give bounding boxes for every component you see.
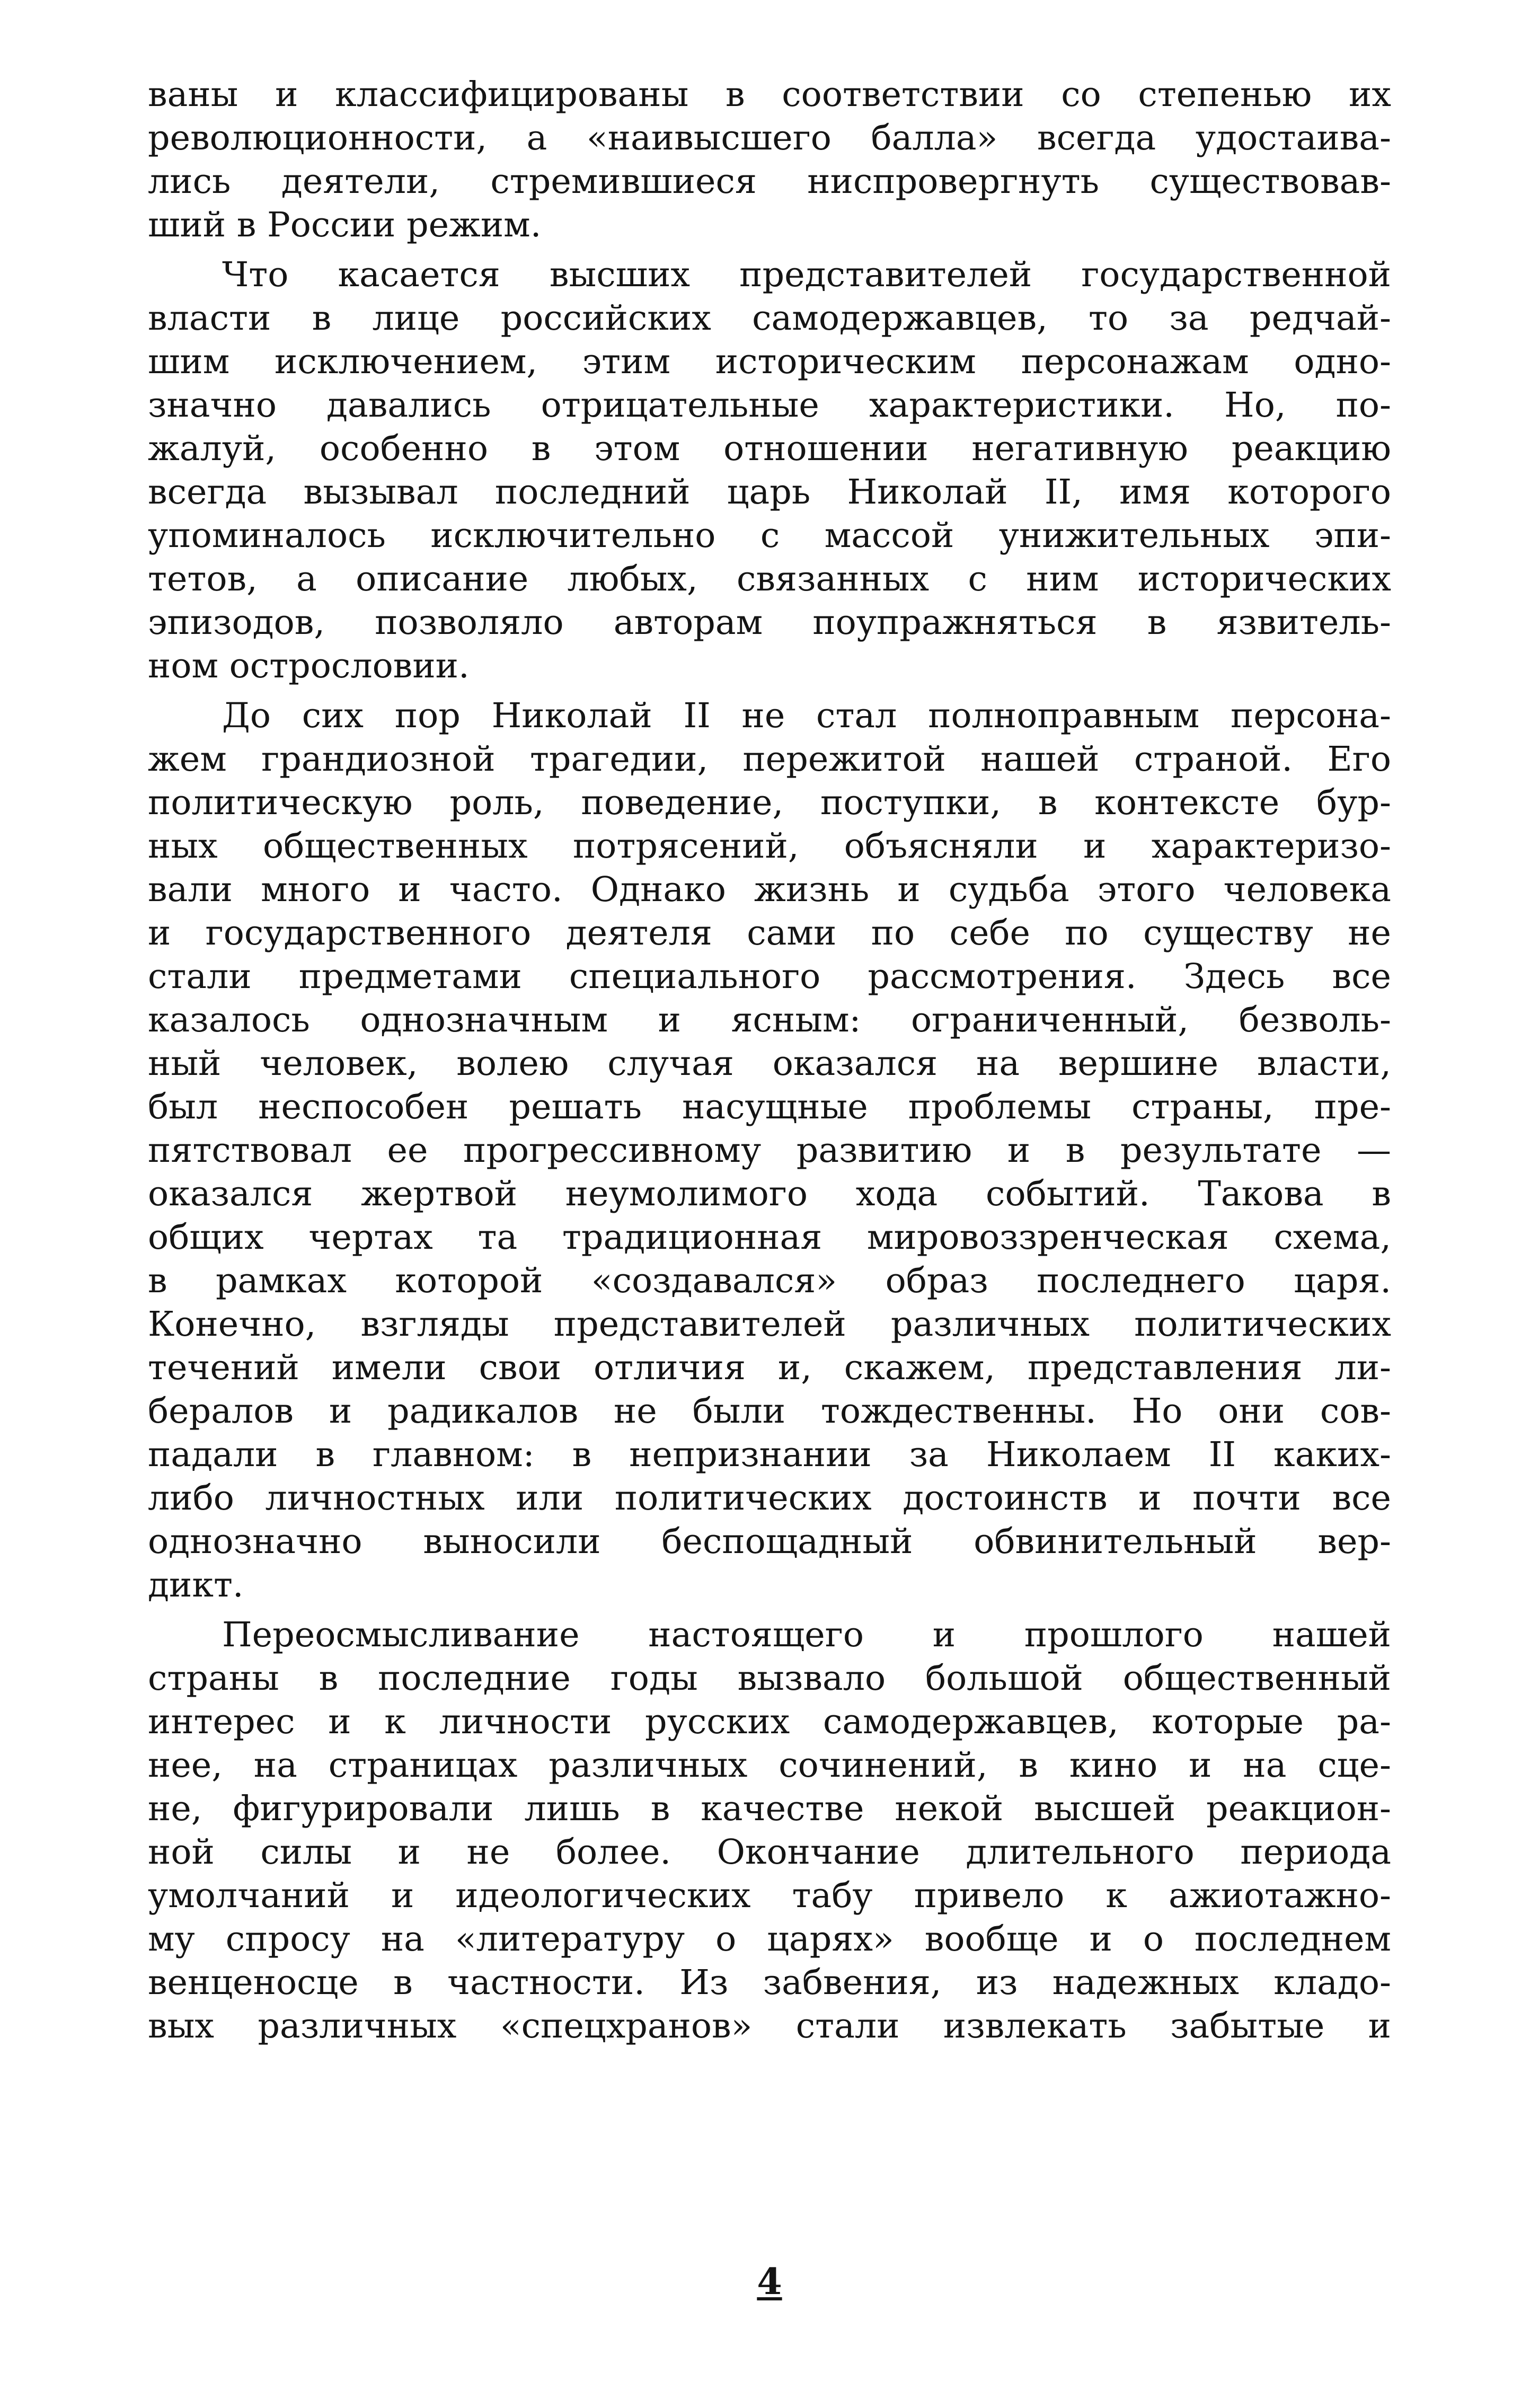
text-line: До сих пор Николай II не стал полноправным персона-	[222, 696, 1391, 736]
text-line: значно давались отрицательные характеристики. Но, по-	[148, 385, 1391, 425]
text-line: Что касается высших представителей государственной	[222, 255, 1391, 295]
text-line: общих чертах та традиционная мировоззренческая схема,	[148, 1218, 1391, 1257]
text-line: падали в главном: в непризнании за Николаем II каких-	[148, 1435, 1391, 1475]
text-line: и государственного деятеля сами по себе по существу не	[148, 913, 1391, 953]
text-line: оказался жертвой неумолимого хода событий. Такова в	[148, 1174, 1391, 1214]
text-line: нее, на страницах различных сочинений, в кино и на сце-	[148, 1745, 1391, 1785]
text-line: течений имели свои отличия и, скажем, представления ли-	[148, 1348, 1391, 1388]
text-line: ший в России режим.	[148, 205, 542, 245]
text-line: ной силы и не более. Окончание длительного периода	[148, 1832, 1391, 1872]
text-line: либо личностных или политических достоинств и почти все	[148, 1478, 1391, 1518]
text-line: ном острословии.	[148, 646, 470, 686]
text-line: умолчаний и идеологических табу привело к ажиотажно-	[148, 1876, 1391, 1916]
paragraph	[148, 73, 1391, 247]
text-line: политическую роль, поведение, поступки, в контексте бур-	[148, 783, 1391, 823]
text-line: венценосце в частности. Из забвения, из надежных кладо-	[148, 1963, 1391, 2003]
text-line: жалуй, особенно в этом отношении негативную реакцию	[148, 429, 1391, 469]
text-line: революционности, а «наивысшего балла» всегда удостаива-	[148, 118, 1391, 158]
text-line: шим исключением, этим историческим персонажам одно-	[148, 342, 1391, 382]
text-line: не, фигурировали лишь в качестве некой высшей реакцион-	[148, 1789, 1391, 1829]
text-line: тетов, а описание любых, связанных с ним исторических	[148, 559, 1391, 599]
text-line: всегда вызывал последний царь Николай II, имя которого	[148, 472, 1391, 512]
text-line: власти в лице российских самодержавцев, то за редчай-	[148, 298, 1391, 338]
text-line: однозначно выносили беспощадный обвинительный вер-	[148, 1522, 1391, 1562]
text-line: был неспособен решать насущные проблемы страны, пре-	[148, 1087, 1391, 1127]
text-line: лись деятели, стремившиеся ниспровергнуть существовав-	[148, 162, 1391, 201]
text-line: Конечно, взгляды представителей различных политических	[148, 1304, 1391, 1344]
page-number	[0, 2261, 1539, 2303]
text-line: интерес и к личности русских самодержавцев, которые ра-	[148, 1702, 1391, 1742]
text-line: стали предметами специального рассмотрения. Здесь все	[148, 957, 1391, 996]
paragraph	[148, 253, 1391, 688]
text-line: пятствовал ее прогрессивному развитию и в результате —	[148, 1131, 1391, 1170]
text-line: дикт.	[148, 1565, 244, 1605]
text-line: эпизодов, позволяло авторам поупражняться в язвитель-	[148, 603, 1391, 642]
text-line: в рамках которой «создавался» образ последнего царя.	[148, 1261, 1391, 1301]
paragraph	[148, 694, 1391, 1607]
text-line: ваны и классифицированы в соответствии со степенью их	[148, 75, 1391, 114]
text-line: жем грандиозной трагедии, пережитой нашей страной. Его	[148, 739, 1391, 779]
paragraph	[148, 1613, 1391, 2048]
page-number-value: 4	[757, 2261, 782, 2303]
text-line: страны в последние годы вызвало большой общественный	[148, 1659, 1391, 1698]
text-line: ных общественных потрясений, объясняли и характеризо-	[148, 826, 1391, 866]
body-text	[148, 73, 1391, 2048]
text-line: Переосмысливание настоящего и прошлого нашей	[222, 1615, 1391, 1655]
text-line: казалось однозначным и ясным: ограниченный, безволь-	[148, 1000, 1391, 1040]
text-line: вых различных «спецхранов» стали извлекать забытые и	[148, 2006, 1391, 2046]
text-line: му спросу на «литературу о царях» вообще и о последнем	[148, 1919, 1391, 1959]
text-line: ный человек, волею случая оказался на вершине власти,	[148, 1044, 1391, 1083]
text-line: вали много и часто. Однако жизнь и судьба этого человека	[148, 870, 1391, 910]
text-line: бералов и радикалов не были тождественны. Но они сов-	[148, 1391, 1391, 1431]
text-line: упоминалось исключительно с массой унижительных эпи-	[148, 516, 1391, 555]
